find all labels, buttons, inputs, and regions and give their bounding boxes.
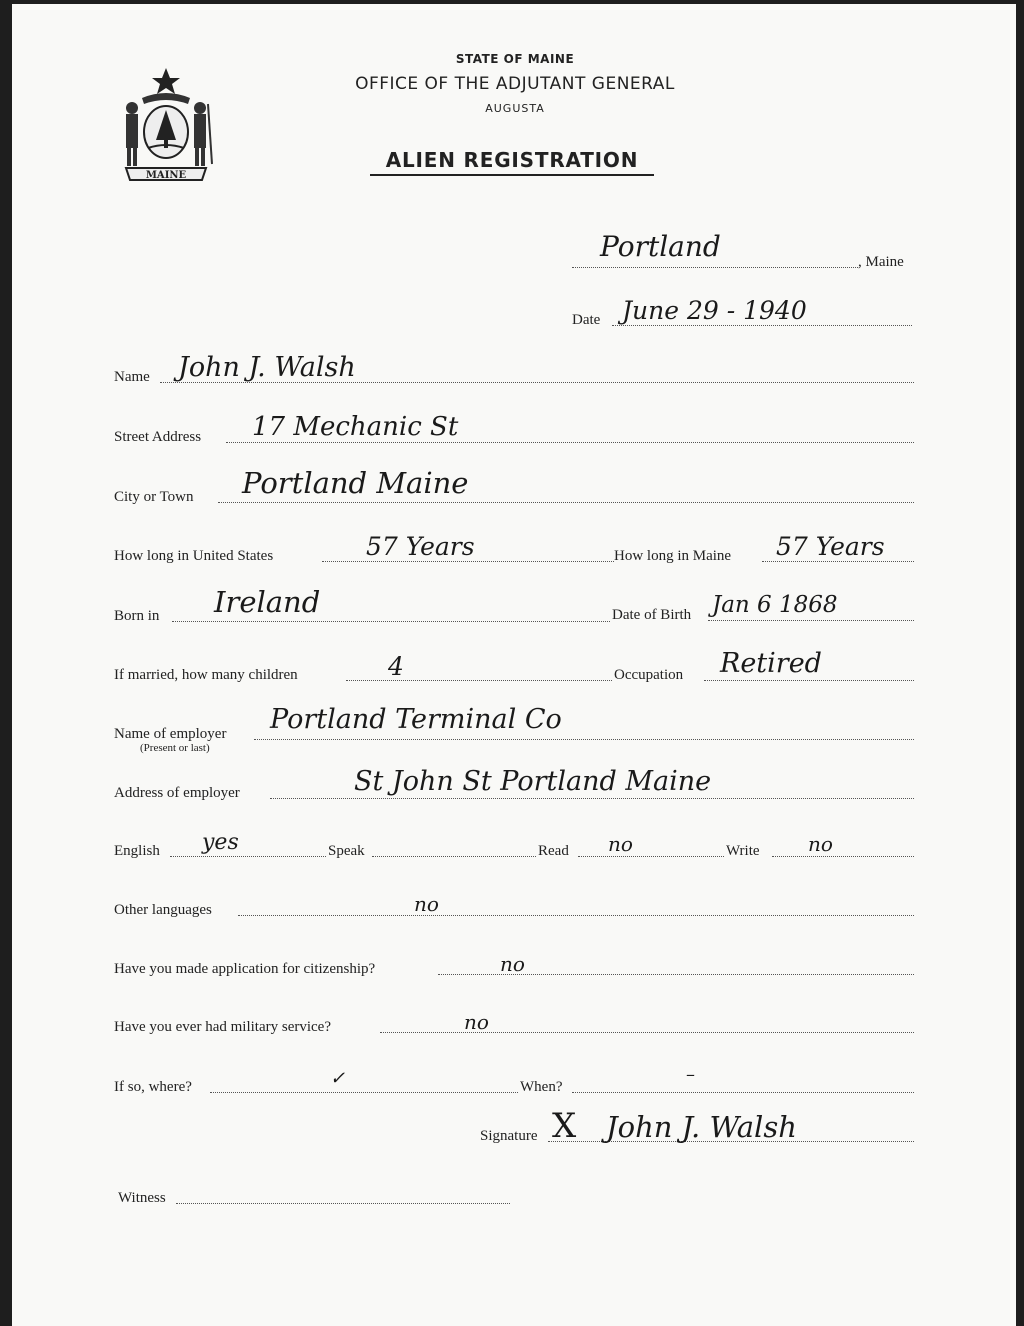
maine-seal-icon (112, 64, 220, 188)
how-long-us-line (322, 561, 614, 562)
read-value[interactable]: no (608, 832, 633, 856)
if-so-where-label: If so, where? (114, 1079, 192, 1095)
maine-suffix-label: , Maine (858, 254, 904, 270)
employer-name-line (254, 739, 914, 740)
employer-address-value[interactable]: St John St Portland Maine (354, 766, 712, 797)
when-line (572, 1092, 914, 1093)
state-heading: STATE OF MAINE (455, 52, 575, 66)
born-in-label: Born in (114, 608, 160, 624)
city-heading: AUGUSTA (485, 102, 545, 115)
date-label: Date (572, 312, 601, 328)
date-value[interactable]: June 29 - 1940 (622, 296, 807, 325)
street-address-label: Street Address (114, 429, 202, 445)
read-label: Read (538, 843, 569, 859)
city-line (218, 502, 914, 503)
english-value[interactable]: yes (202, 830, 239, 855)
speak-line (372, 856, 536, 857)
when-label: When? (520, 1079, 563, 1095)
city-value[interactable]: Portland Maine (242, 466, 469, 500)
citizenship-label: Have you made application for citizenship? (114, 961, 376, 977)
witness-label: Witness (118, 1190, 166, 1206)
place-value[interactable]: Portland (600, 230, 721, 263)
date-of-birth-line (708, 620, 914, 621)
write-value[interactable]: no (808, 832, 833, 856)
military-line (380, 1032, 914, 1033)
date-line (612, 325, 912, 326)
page-title: ALIEN REGISTRATION (370, 148, 654, 176)
occupation-line (704, 680, 914, 681)
employer-address-label: Address of employer (114, 785, 240, 801)
how-long-maine-label: How long in Maine (614, 548, 732, 564)
how-long-us-value[interactable]: 57 Years (366, 532, 475, 561)
children-value[interactable]: 4 (388, 652, 404, 681)
seal-label: MAINE (145, 170, 187, 181)
name-label: Name (114, 369, 150, 385)
scan-border-top (0, 0, 1024, 4)
english-line (170, 856, 326, 857)
how-long-us-label: How long in United States (114, 548, 274, 564)
born-in-line (172, 621, 610, 622)
witness-line (176, 1203, 510, 1204)
occupation-value[interactable]: Retired (720, 648, 822, 679)
date-of-birth-label: Date of Birth (612, 607, 692, 623)
how-long-maine-line (762, 561, 914, 562)
occupation-label: Occupation (614, 667, 684, 683)
english-label: English (114, 843, 160, 859)
other-languages-label: Other languages (114, 902, 212, 918)
how-long-maine-value[interactable]: 57 Years (776, 532, 885, 561)
street-address-line (226, 442, 914, 443)
children-line (346, 680, 612, 681)
write-line (772, 856, 914, 857)
if-so-where-value[interactable]: ✓ (330, 1068, 346, 1089)
read-line (578, 856, 724, 857)
military-value[interactable]: no (464, 1010, 489, 1034)
when-value[interactable]: – (686, 1064, 695, 1085)
signature-value[interactable]: John J. Walsh (606, 1110, 797, 1144)
place-line (572, 267, 858, 268)
signature-mark[interactable]: X (552, 1106, 577, 1146)
military-label: Have you ever had military service? (114, 1019, 331, 1035)
name-value[interactable]: John J. Walsh (178, 352, 356, 383)
street-address-value[interactable]: 17 Mechanic St (252, 412, 459, 442)
if-so-where-line (210, 1092, 518, 1093)
write-label: Write (726, 843, 760, 859)
other-languages-line (238, 915, 914, 916)
scan-border-left (0, 0, 12, 1326)
citizenship-value[interactable]: no (500, 952, 525, 976)
scan-border-right (1016, 0, 1024, 1326)
employer-sub-label: (Present or last) (140, 742, 210, 754)
born-in-value[interactable]: Ireland (214, 585, 321, 619)
city-label: City or Town (114, 489, 194, 505)
speak-label: Speak (328, 843, 365, 859)
date-of-birth-value[interactable]: Jan 6 1868 (712, 592, 838, 618)
other-languages-value[interactable]: no (414, 892, 439, 916)
employer-name-label: Name of employer (114, 726, 227, 742)
employer-address-line (270, 798, 914, 799)
office-heading: OFFICE OF THE ADJUTANT GENERAL (355, 74, 675, 94)
children-label: If married, how many children (114, 667, 298, 683)
employer-name-value[interactable]: Portland Terminal Co (270, 704, 562, 735)
signature-label: Signature (480, 1128, 538, 1144)
